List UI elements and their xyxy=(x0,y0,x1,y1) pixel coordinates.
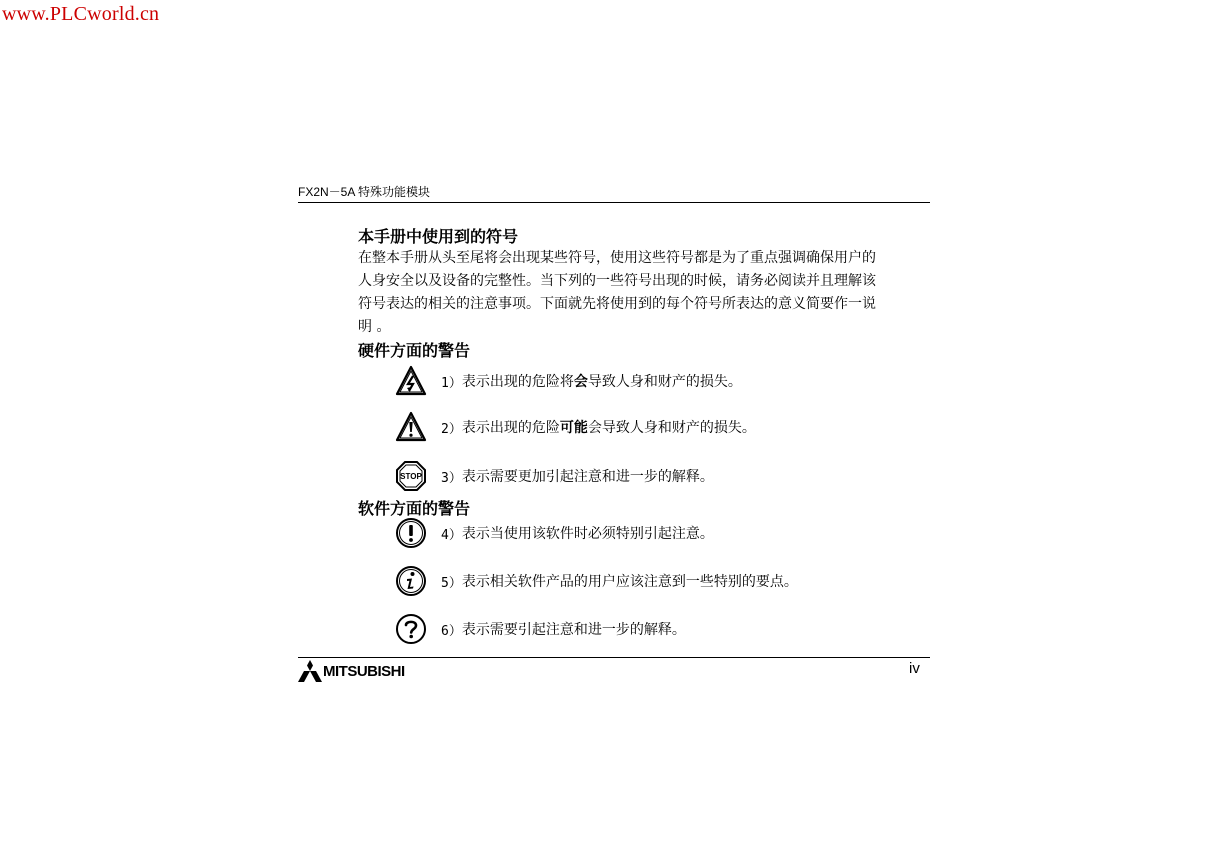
caution-triangle-icon xyxy=(395,411,427,443)
symbol-description: 表示出现的危险可能会导致人身和财产的损失。 xyxy=(461,420,756,436)
emphasis: 会 xyxy=(573,374,588,390)
emphasis: 可能 xyxy=(559,420,588,436)
three-diamonds-icon xyxy=(298,660,322,682)
section-title-symbols: 本手册中使用到的符号 xyxy=(358,227,519,246)
symbol-number: 6） xyxy=(441,623,462,639)
exclamation-circle-icon xyxy=(395,517,427,549)
watermark-link[interactable]: www.PLCworld.cn xyxy=(2,3,160,25)
symbol-description: 表示需要更加引起注意和进一步的解释。 xyxy=(461,469,714,485)
symbol-description: 表示出现的危险将会导致人身和财产的损失。 xyxy=(461,374,742,390)
symbol-description: 表示相关软件产品的用户应该注意到一些特别的要点。 xyxy=(461,574,798,590)
page-header: FX2N－5A 特殊功能模块 xyxy=(298,185,431,199)
header-divider xyxy=(298,202,930,203)
symbol-number: 5） xyxy=(441,575,462,591)
symbol-description: 表示需要引起注意和进一步的解释。 xyxy=(461,622,686,638)
high-voltage-warning-icon xyxy=(395,365,427,397)
question-circle-icon xyxy=(395,613,427,645)
symbol-number: 4） xyxy=(441,527,462,543)
symbol-row-1 xyxy=(395,364,742,398)
symbol-description: 表示当使用该软件时必须特别引起注意。 xyxy=(461,526,714,542)
symbol-row-5 xyxy=(395,564,798,598)
section-title-software: 软件方面的警告 xyxy=(358,499,471,518)
page-number: iv xyxy=(909,660,920,677)
mitsubishi-logo xyxy=(298,660,405,682)
intro-line: 在整本手册从头至尾将会出现某些符号，使用这些符号都是为了重点强调确保用户的 xyxy=(358,250,876,266)
intro-line: 明 。 xyxy=(358,319,391,335)
symbol-number: 2） xyxy=(441,421,462,437)
symbol-number: 3） xyxy=(441,470,462,486)
intro-paragraph xyxy=(358,247,932,339)
intro-line: 人身安全以及设备的完整性。当下列的一些符号出现的时候，请务必阅读并且理解该 xyxy=(358,273,876,289)
section-title-hardware: 硬件方面的警告 xyxy=(358,341,471,360)
symbol-row-2 xyxy=(395,410,756,444)
brand-name: MITSUBISHI xyxy=(323,662,405,680)
symbol-row-3 xyxy=(395,459,714,493)
symbol-number: 1） xyxy=(441,375,462,391)
symbol-row-4 xyxy=(395,516,714,550)
stop-sign-icon xyxy=(395,460,427,492)
info-circle-icon xyxy=(395,565,427,597)
footer-divider xyxy=(298,657,930,658)
intro-line: 符号表达的相关的注意事项。下面就先将使用到的每个符号所表达的意义简要作一说 xyxy=(358,296,876,312)
stop-sign-label: STOP xyxy=(400,472,422,481)
symbol-row-6 xyxy=(395,612,686,646)
